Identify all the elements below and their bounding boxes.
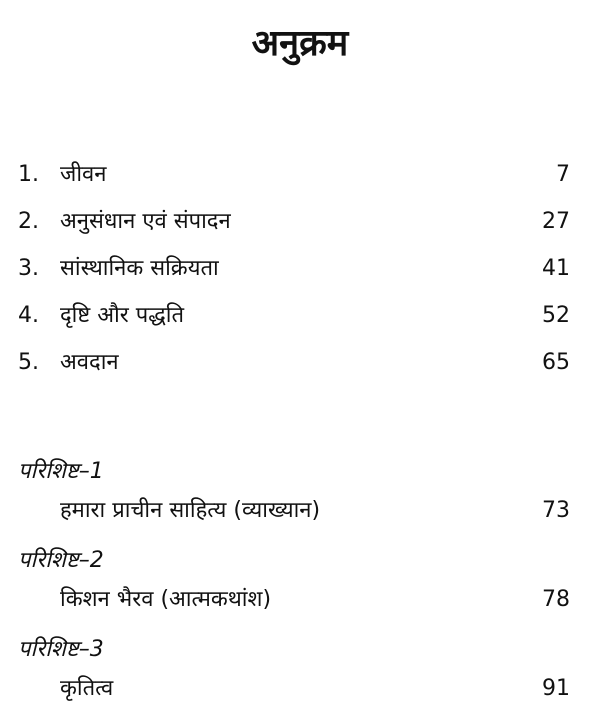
toc-entry-number: 3. (18, 256, 39, 281)
toc-entry-1 (0, 158, 600, 192)
toc-entry-title: अनुसंधान एवं संपादन (60, 209, 231, 234)
appendix-entry-title: कृतित्व (60, 676, 114, 701)
toc-entry-title: दृष्टि और पद्धति (60, 303, 185, 328)
appendix-entry-3 (0, 672, 600, 706)
toc-entry-page: 52 (542, 303, 570, 328)
appendix-entry-title: किशन भैरव (आत्मकथांश) (60, 587, 272, 612)
appendix-entry-page: 73 (542, 498, 570, 523)
toc-entry-number: 5. (18, 350, 39, 375)
toc-entry-page: 7 (556, 162, 570, 187)
page-title: अनुक्रम (251, 23, 349, 64)
appendix-entry-1 (0, 494, 600, 528)
appendix-heading-2: परिशिष्ट–2 (18, 548, 104, 573)
toc-entry-number: 2. (18, 209, 39, 234)
toc-entry-5 (0, 346, 600, 380)
toc-entry-title: अवदान (60, 350, 119, 375)
toc-entry-3 (0, 252, 600, 286)
toc-entry-number: 4. (18, 303, 39, 328)
toc-entry-4 (0, 299, 600, 333)
toc-entry-page: 41 (542, 256, 570, 281)
toc-entry-title: जीवन (60, 162, 107, 187)
appendix-heading-1: परिशिष्ट–1 (18, 459, 104, 484)
appendix-entry-title: हमारा प्राचीन साहित्य (व्याख्यान) (60, 498, 321, 523)
toc-entry-page: 65 (542, 350, 570, 375)
toc-entry-page: 27 (542, 209, 570, 234)
appendix-entry-2 (0, 583, 600, 617)
appendix-entry-page: 91 (542, 676, 570, 701)
toc-entry-number: 1. (18, 162, 39, 187)
appendix-entry-page: 78 (542, 587, 570, 612)
toc-entry-title: सांस्थानिक सक्रियता (60, 256, 219, 281)
toc-entry-2 (0, 205, 600, 239)
appendix-heading-3: परिशिष्ट–3 (18, 637, 104, 662)
